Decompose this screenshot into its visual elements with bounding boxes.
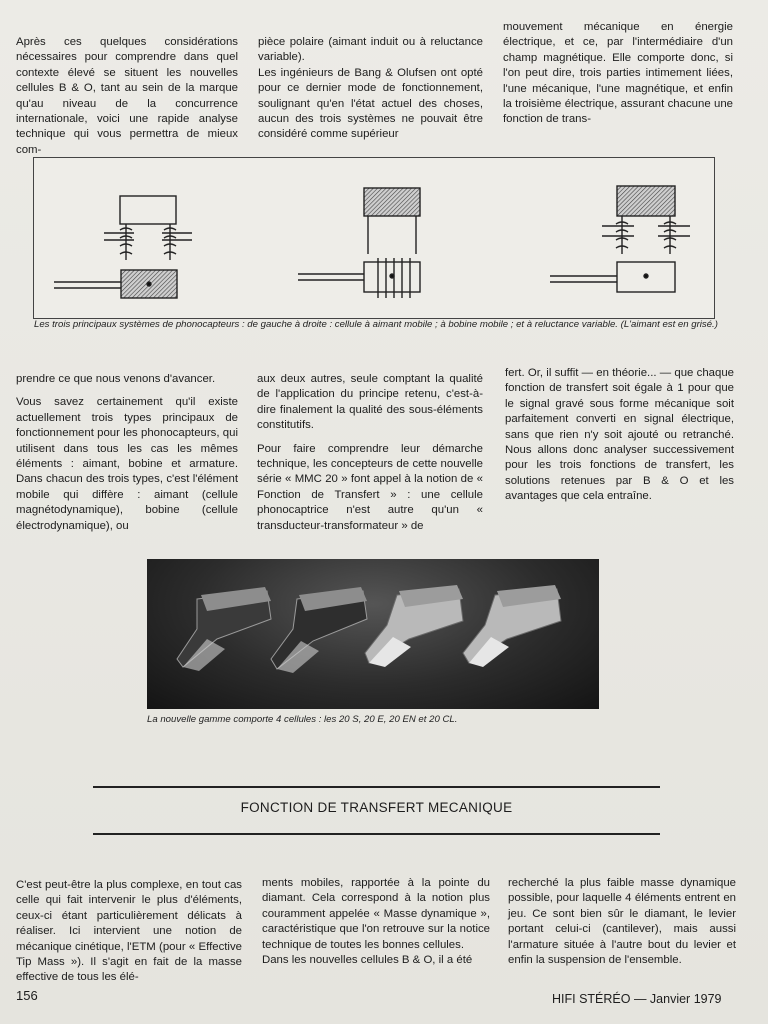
diagram-caption-text: Les trois principaux systèmes de phonocapteurs : de gauche à droite : cellule à aimant mobile ; à bobine mobile ; et à reluctance variable. (L'aimant est en grisé.) [34,319,718,330]
magazine-footer: HIFI STÉRÉO — Janvier 1979 [552,992,722,1006]
bottom-column-1 [16,878,242,992]
cartridges-illustration [147,559,599,709]
middle-column-2 [257,372,483,540]
middle-col3-p1: fert. Or, il suffit — en théorie... — que chaque fonction de transfert soit égale à 1 pour que le signal gravé sous forme mécanique soit parfaitement converti en signal électrique, sans que rien n'y soit ajouté ou retranché. Nous allons donc analyser successivement pour les trois fonctions de transfert, les solutions retenues par B & O et les avantages que cela entraîne. [505,367,734,503]
photo-caption [147,713,607,726]
cartridge-2 [271,587,367,673]
cartridge-3 [365,585,463,667]
middle-col2-p2: Pour faire comprendre leur démarche technique, les concepteurs de cette nouvelle série « MMC 20 » font appel à la notion de « Fonction de Transfert » : une cellule phonocaptrice n'est autre qu'un « transducteur-transformateur » de [257,442,483,532]
bottom-col1-text: C'est peut-être la plus complexe, en tout cas celle qui fait intervenir le plus d'éléments, ceux-ci étant particulièrement délicats à réaliser. Ici intervient une notion de mécanique cinétique, l'ETM (pour « Effective Tip Mass »). Il s'agit en fait de la masse effective de tous les élé- [16,879,242,984]
section-rule-bottom [93,833,660,835]
middle-col1-p1: prendre ce que nous venons d'avancer. [16,373,216,385]
section-title: FONCTION DE TRANSFERT MECANIQUE [240,800,513,815]
bottom-column-2 [262,876,490,974]
bottom-col2-p2: Dans les nouvelles cellules B & O, il a été [262,954,473,967]
cartridge-1 [177,587,271,671]
intro-column-3 [503,20,733,134]
diagram-caption [34,318,734,331]
intro-column-1 [16,35,238,164]
intro-col2-text: pièce polaire (aimant induit ou à reluctance variable). Les ingénieurs de Bang & Olufsen ont opté pour ce dernier mode de fonctionnement, soulignant qu'en l'état actuel des choses, aucun des trois systèmes ne pouvait être considéré comme supérieur [258,36,483,141]
intro-column-2 [258,35,483,149]
middle-col2-p1: aux deux autres, seule comptant la qualité de l'application du principe retenu, c'est-à-dire finalement la qualité des sous-éléments constitutifs. [257,373,483,432]
intro-col1-text: Après ces quelques considérations nécessaires pour comprendre dans quel contexte élevé se situent les nouvelles cellules B & O, tant au sein de la marque qu'au niveau de la concurrence internationale, voici une rapide analyse technique qui vous permettra de mieux com- [16,36,238,156]
moving-coil-diagram [298,188,420,298]
page-number: 156 [16,988,38,1003]
cartridge-4 [463,585,561,667]
middle-column-3 [505,366,734,511]
cartridges-photo [147,559,599,709]
bottom-col2-p1: ments mobiles, rapportée à la pointe du diamant. Cela correspond à la notion plus couramment appelée « Masse dynamique », caractéristique que l'on retrouve sur la notice technique de toutes les bonnes cellules. [262,877,490,951]
bottom-col3-text: recherché la plus faible masse dynamique possible, pour laquelle 4 éléments entrent en jeu. Ce sont bien sûr le diamant, le levier portant celui-ci (cantilever), mais aussi l'armature située à l'autre bout du levier et enfin la suspension de l'ensemble. [508,877,736,967]
moving-magnet-diagram [54,196,192,298]
phonocapteur-diagram-svg [34,158,714,318]
photo-caption-text: La nouvelle gamme comporte 4 cellules : les 20 S, 20 E, 20 EN et 20 CL. [147,714,458,725]
intro-col3-text: mouvement mécanique en énergie électrique, et ce, par l'intermédiaire d'un champ magnétique. Elle comporte donc, si l'on peut dire, trois parties intimement liées, l'une mécanique, l'une magnétique, et enfin la troisième électrique, assurant chacune une fonction de trans- [503,21,733,126]
variable-reluctance-diagram [550,186,690,292]
middle-col1-p2: Vous savez certainement qu'il existe actuellement trois types principaux de fonctionnement pour les phonocapteurs, qui utilisent dans tous les cas les mêmes éléments : aimant, bobine et armature. Dans chacun des trois types, c'est l'élément mobile qui diffère : aimant (cellule magnétodynamique), bobine (cellule électrodynamique), ou [16,396,238,532]
middle-column-1 [16,372,238,540]
section-rule-top [93,786,660,788]
phonocapteur-diagram [33,157,715,319]
bottom-column-3 [508,876,736,974]
